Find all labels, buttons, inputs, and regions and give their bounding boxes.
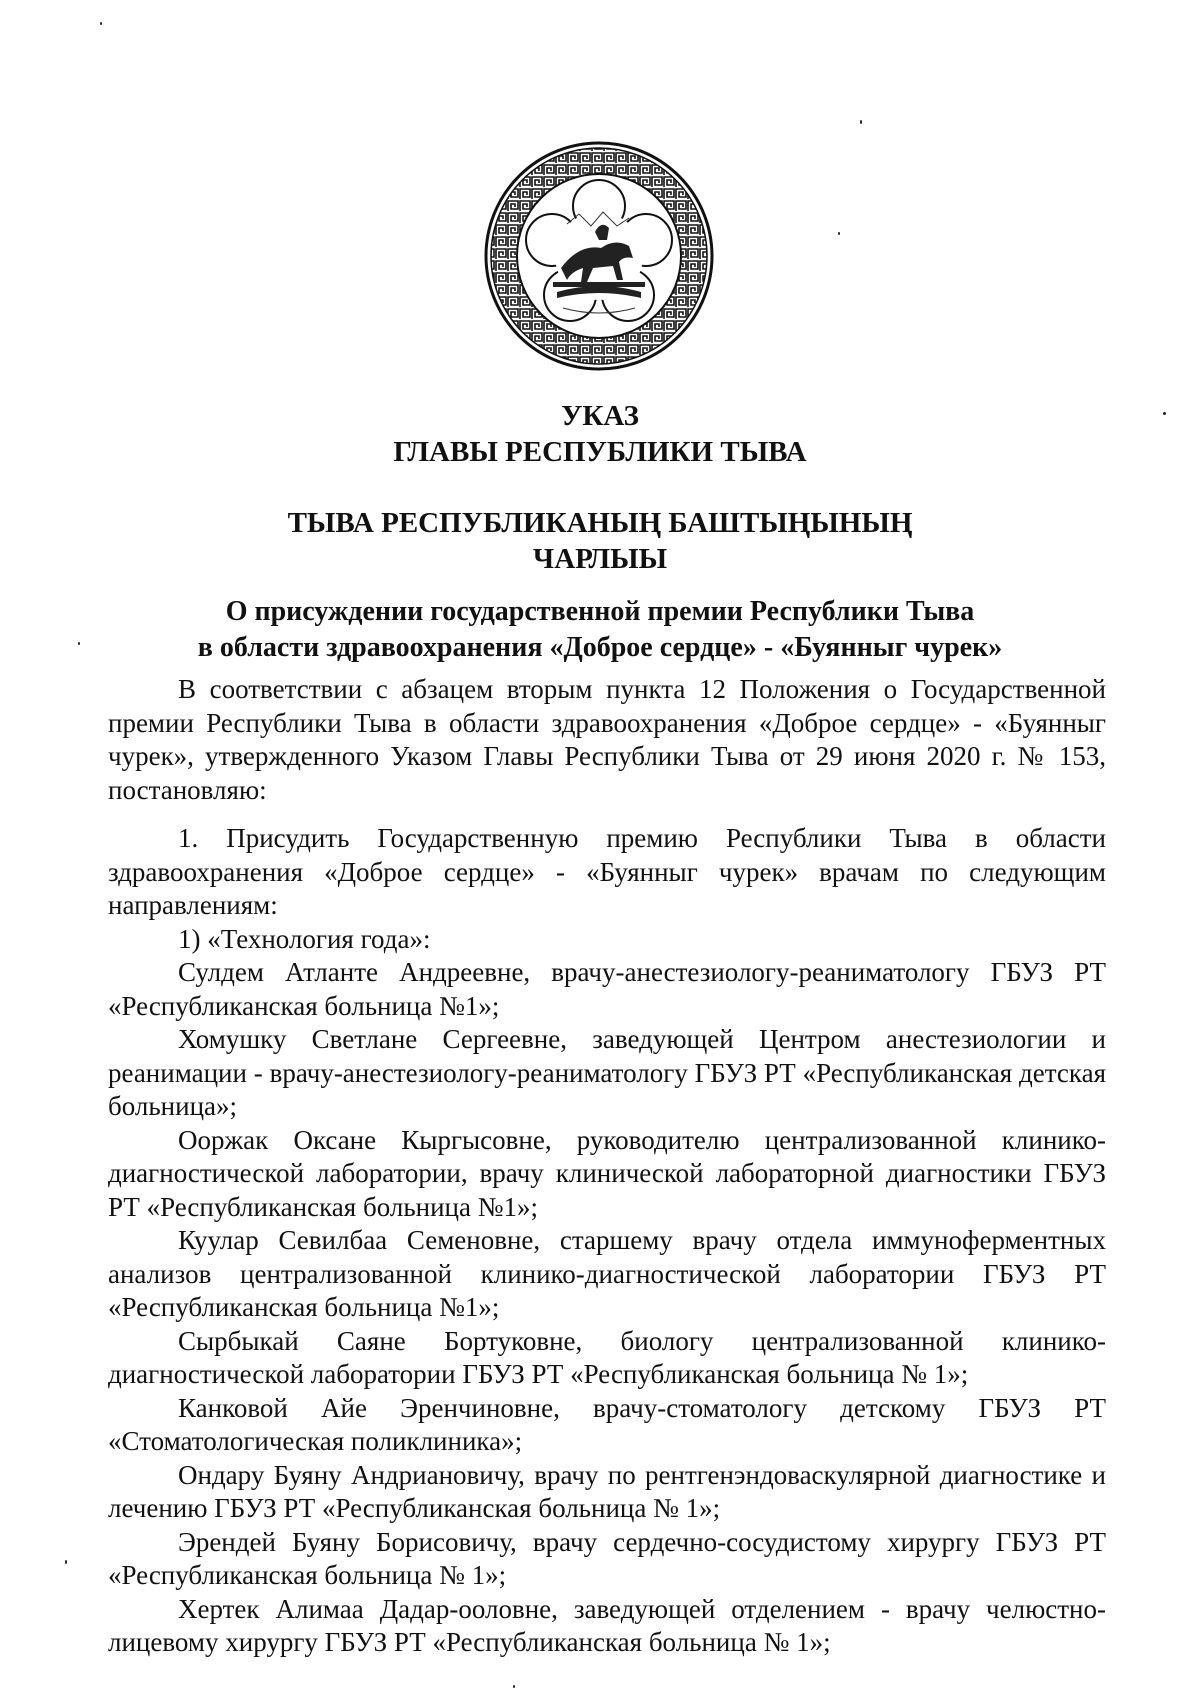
awardee-entry: Эрендей Буяну Борисовичу, врачу сердечно-сосудистому хирургу ГБУЗ РТ «Республиканская больница № 1»; (108, 1526, 1106, 1590)
decree-items (108, 822, 1106, 1660)
decree-heading: УКАЗ (561, 400, 639, 432)
scan-speck (838, 232, 840, 235)
tuvan-heading-line2: ЧАРЛЫЫ (532, 543, 668, 575)
scan-speck (65, 1560, 67, 1564)
subitem-1-label: 1) «Технология года»: (178, 923, 431, 954)
scan-speck (513, 1685, 515, 1688)
document-title-line2: в области здравоохранения «Доброе сердце» - «Буянныг чурек» (197, 632, 1003, 663)
intro-paragraph: В соответствии с абзацем вторым пункта 12 Положения о Государственной премии Республики Тыва в области здравоохранения «Доброе сердце» - «Буянныг чурек», утвержденного Указом Главы Республики Тыва от 29 июня 2020 г. № 153, постановляю: (108, 674, 1106, 805)
awardee-entry: Хертек Алимаа Дадар-ооловне, заведующей отделением - врачу челюстно-лицевому хирургу ГБУЗ РТ «Республиканская больница № 1»; (108, 1593, 1106, 1657)
awardee-entry: Ооржак Оксане Кыргысовне, руководителю централизованной клинико-диагностической лаборатории, врачу клинической лабораторной диагностики ГБУЗ РТ «Республиканская больница №1»; (108, 1124, 1106, 1222)
scan-speck (1163, 412, 1166, 415)
awardee-entry: Канковой Айе Эренчиновне, врачу-стоматологу детскому ГБУЗ РТ «Стоматологическая поликлиника»; (108, 1392, 1106, 1456)
awardee-entry: Ондару Буяну Андриановичу, врачу по рентгенэндоваскулярной диагностике и лечению ГБУЗ РТ «Республиканская больница № 1»; (108, 1459, 1106, 1523)
scan-speck (860, 120, 862, 124)
intro-section (108, 673, 1106, 807)
item-1-paragraph: 1. Присудить Государственную премию Республики Тыва в области здравоохранения «Доброе сердце» - «Буянныг чурек» врачам по следующим направлениям: (108, 823, 1106, 920)
authority-heading: ГЛАВЫ РЕСПУБЛИКИ ТЫВА (393, 436, 807, 468)
scan-speck (100, 22, 102, 25)
awardee-entry: Сырбыкай Саяне Бортуковне, биологу централизованной клинико-диагностической лаборатории ГБУЗ РТ «Республиканская больница № 1»; (108, 1325, 1106, 1389)
document-title-line1: О присуждении государственной премии Республики Тыва (225, 596, 975, 627)
tuvan-heading-line1: ТЫВА РЕСПУБЛИКАНЫҢ БАШТЫҢЫНЫҢ (287, 507, 913, 539)
scan-speck (78, 642, 80, 645)
awardee-entry: Хомушку Светлане Сергеевне, заведующей Центром анестезиологии и реанимации - врачу-анестезиологу-реаниматологу ГБУЗ РТ «Республиканская детская больница»; (108, 1024, 1106, 1121)
awardee-entry: Куулар Севилбаа Семеновне, старшему врачу отдела иммуноферментных анализов централизованной клинико-диагностической лаборатории ГБУЗ РТ «Республиканская больница №1»; (108, 1225, 1106, 1322)
awardee-entry: Сулдем Атланте Андреевне, врачу-анестезиологу-реаниматологу ГБУЗ РТ «Республиканская больница №1»; (108, 957, 1106, 1021)
tuva-coat-of-arms-icon (483, 140, 715, 372)
